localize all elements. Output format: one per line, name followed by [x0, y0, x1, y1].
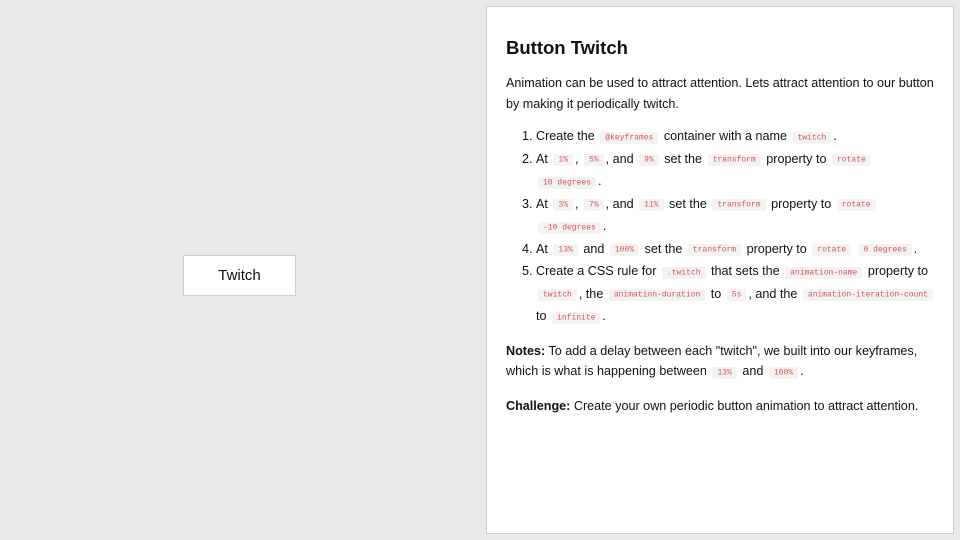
code-snippet: rotate — [812, 244, 851, 256]
step-text: . — [833, 129, 837, 143]
code-snippet: 100% — [610, 244, 639, 256]
notes-label: Notes: — [506, 343, 546, 358]
instructions-panel — [486, 6, 954, 534]
step-text: At — [536, 151, 548, 166]
step-text: set the — [664, 151, 703, 166]
step-text: , and — [605, 196, 634, 211]
step-text: . — [602, 309, 606, 323]
notes-text: and — [742, 364, 764, 378]
step-text: set the — [644, 241, 683, 256]
step-text: set the — [669, 196, 707, 211]
code-snippet: 13% — [553, 244, 577, 256]
challenge-label: Challenge: — [506, 398, 571, 413]
code-snippet: animation-name — [785, 267, 862, 279]
step-item — [536, 194, 935, 239]
code-snippet: animation-duration — [609, 289, 705, 301]
step-text: , — [575, 196, 579, 211]
step-item — [536, 239, 935, 262]
code-snippet: transform — [712, 199, 765, 211]
notes-text: To add a delay between each "twitch", we built into our keyframes, which is what is happening between — [506, 343, 918, 378]
intro-text: Animation can be used to attract attention. Lets attract attention to our button by making it periodically twitch. — [506, 76, 934, 111]
code-snippet: 13% — [712, 367, 736, 379]
step-text: property to — [771, 196, 832, 211]
code-snippet: @keyframes — [600, 132, 658, 144]
step-text: Create a CSS rule for — [536, 264, 657, 278]
code-snippet: 10 degrees — [538, 177, 596, 189]
challenge-text: Create your own periodic button animation to attract attention. — [573, 398, 919, 413]
step-text: . — [602, 219, 607, 233]
step-text: , the — [578, 286, 604, 301]
step-item — [536, 126, 935, 149]
code-snippet: animation-iteration-count — [803, 289, 933, 301]
code-snippet: transform — [688, 244, 741, 256]
code-snippet: twitch — [538, 289, 577, 301]
step-text: property to — [746, 241, 807, 256]
twitch-button[interactable]: Twitch — [183, 255, 296, 296]
code-snippet: 9% — [639, 154, 659, 166]
panel-title: Button Twitch — [506, 37, 628, 58]
notes-text: . — [800, 364, 804, 378]
challenge-paragraph — [506, 396, 935, 417]
code-snippet: 3% — [553, 199, 573, 211]
code-snippet: 11% — [639, 199, 663, 211]
step-text: Create the — [536, 129, 595, 143]
steps-list — [506, 126, 935, 329]
code-snippet: rotate — [832, 154, 871, 166]
notes-paragraph — [506, 341, 935, 384]
code-snippet: transform — [708, 154, 761, 166]
code-snippet: 1% — [553, 154, 573, 166]
step-text: and — [583, 241, 605, 256]
step-item — [536, 261, 935, 329]
step-text: , and the — [748, 286, 798, 301]
step-text: At — [536, 196, 548, 211]
step-text: that sets the — [711, 264, 780, 278]
step-text: property to — [867, 264, 929, 278]
code-snippet: -10 degrees — [538, 222, 601, 234]
step-text: At — [536, 241, 548, 256]
step-text: , and — [605, 151, 634, 166]
code-snippet: infinite — [552, 312, 600, 324]
step-text: property to — [766, 151, 827, 166]
code-snippet: rotate — [837, 199, 876, 211]
step-text: container with a name — [663, 129, 788, 143]
step-text: . — [913, 241, 918, 256]
step-text: , — [575, 151, 579, 166]
code-snippet: 7% — [584, 199, 604, 211]
step-text: . — [598, 174, 602, 188]
step-text: to — [710, 286, 722, 301]
step-item — [536, 149, 935, 194]
code-snippet: 5% — [584, 154, 604, 166]
code-snippet: 100% — [769, 367, 798, 379]
step-text: to — [536, 309, 547, 323]
code-snippet: 0 degrees — [859, 244, 912, 256]
code-snippet: .twitch — [662, 267, 706, 279]
code-snippet: twitch — [793, 132, 832, 144]
code-snippet: 5s — [727, 289, 747, 301]
